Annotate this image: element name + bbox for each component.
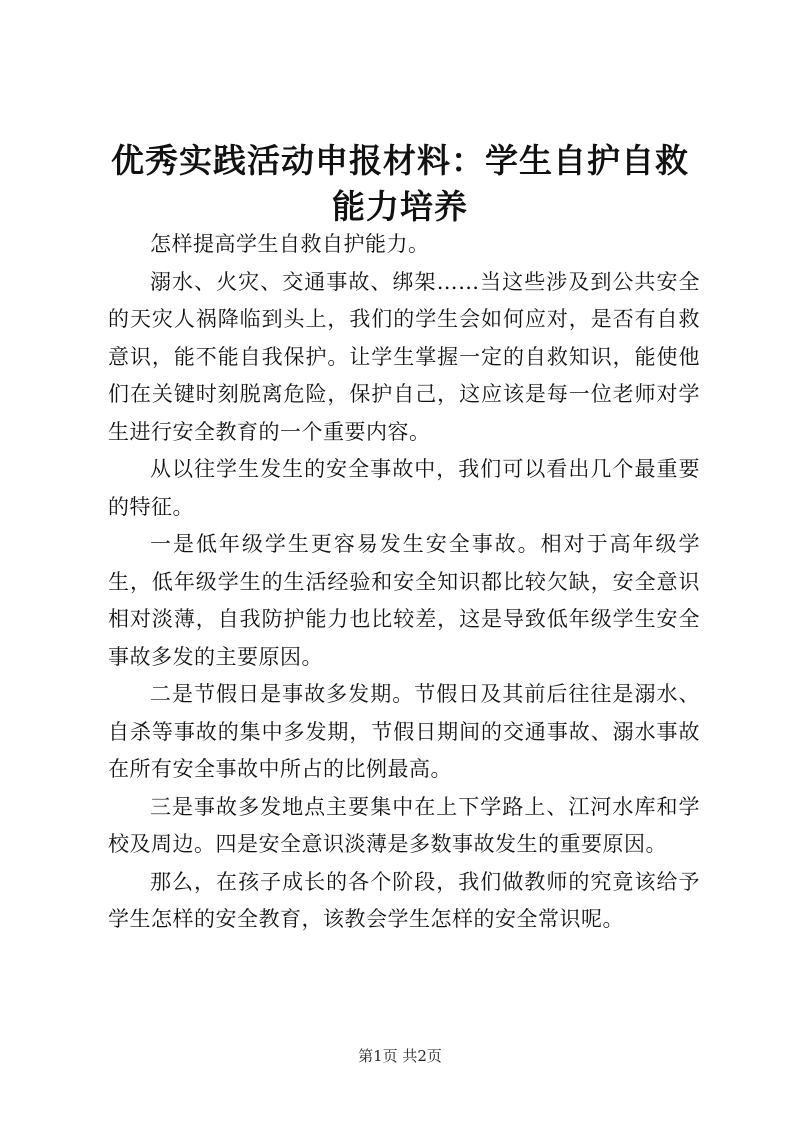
paragraph: 从以往学生发生的安全事故中，我们可以看出几个最重要的特征。 <box>108 457 700 519</box>
document-body <box>108 226 700 939</box>
paragraph: 一是低年级学生更容易发生安全事故。相对于高年级学生，低年级学生的生活经验和安全知识都比较欠缺，安全意识相对淡薄，自我防护能力也比较差，这是导致低年级学生安全事故多发的主要原因。 <box>108 532 700 669</box>
document-title: 优秀实践活动申报材料：学生自护自救能力培养 <box>111 141 689 226</box>
paragraph: 溺水、火灾、交通事故、绑架……当这些涉及到公共安全的天灾人祸降临到头上，我们的学生会如何应对，是否有自救意识，能不能自我保护。让学生掌握一定的自救知识，能使他们在关键时刻脱离危险，保护自己，这应该是每一位老师对学生进行安全教育的一个重要内容。 <box>108 269 700 444</box>
paragraph: 二是节假日是事故多发期。节假日及其前后往往是溺水、自杀等事故的集中多发期，节假日期间的交通事故、溺水事故在所有安全事故中所占的比例最高。 <box>108 682 700 781</box>
paragraph: 三是事故多发地点主要集中在上下学路上、江河水库和学校及周边。四是安全意识淡薄是多数事故发生的重要原因。 <box>108 794 700 856</box>
paragraph: 怎样提高学生自救自护能力。 <box>150 232 430 256</box>
paragraph: 那么，在孩子成长的各个阶段，我们做教师的究竟该给予学生怎样的安全教育，该教会学生怎样的安全常识呢。 <box>108 869 700 931</box>
page-number-footer: 第1页 共2页 <box>358 1047 442 1065</box>
